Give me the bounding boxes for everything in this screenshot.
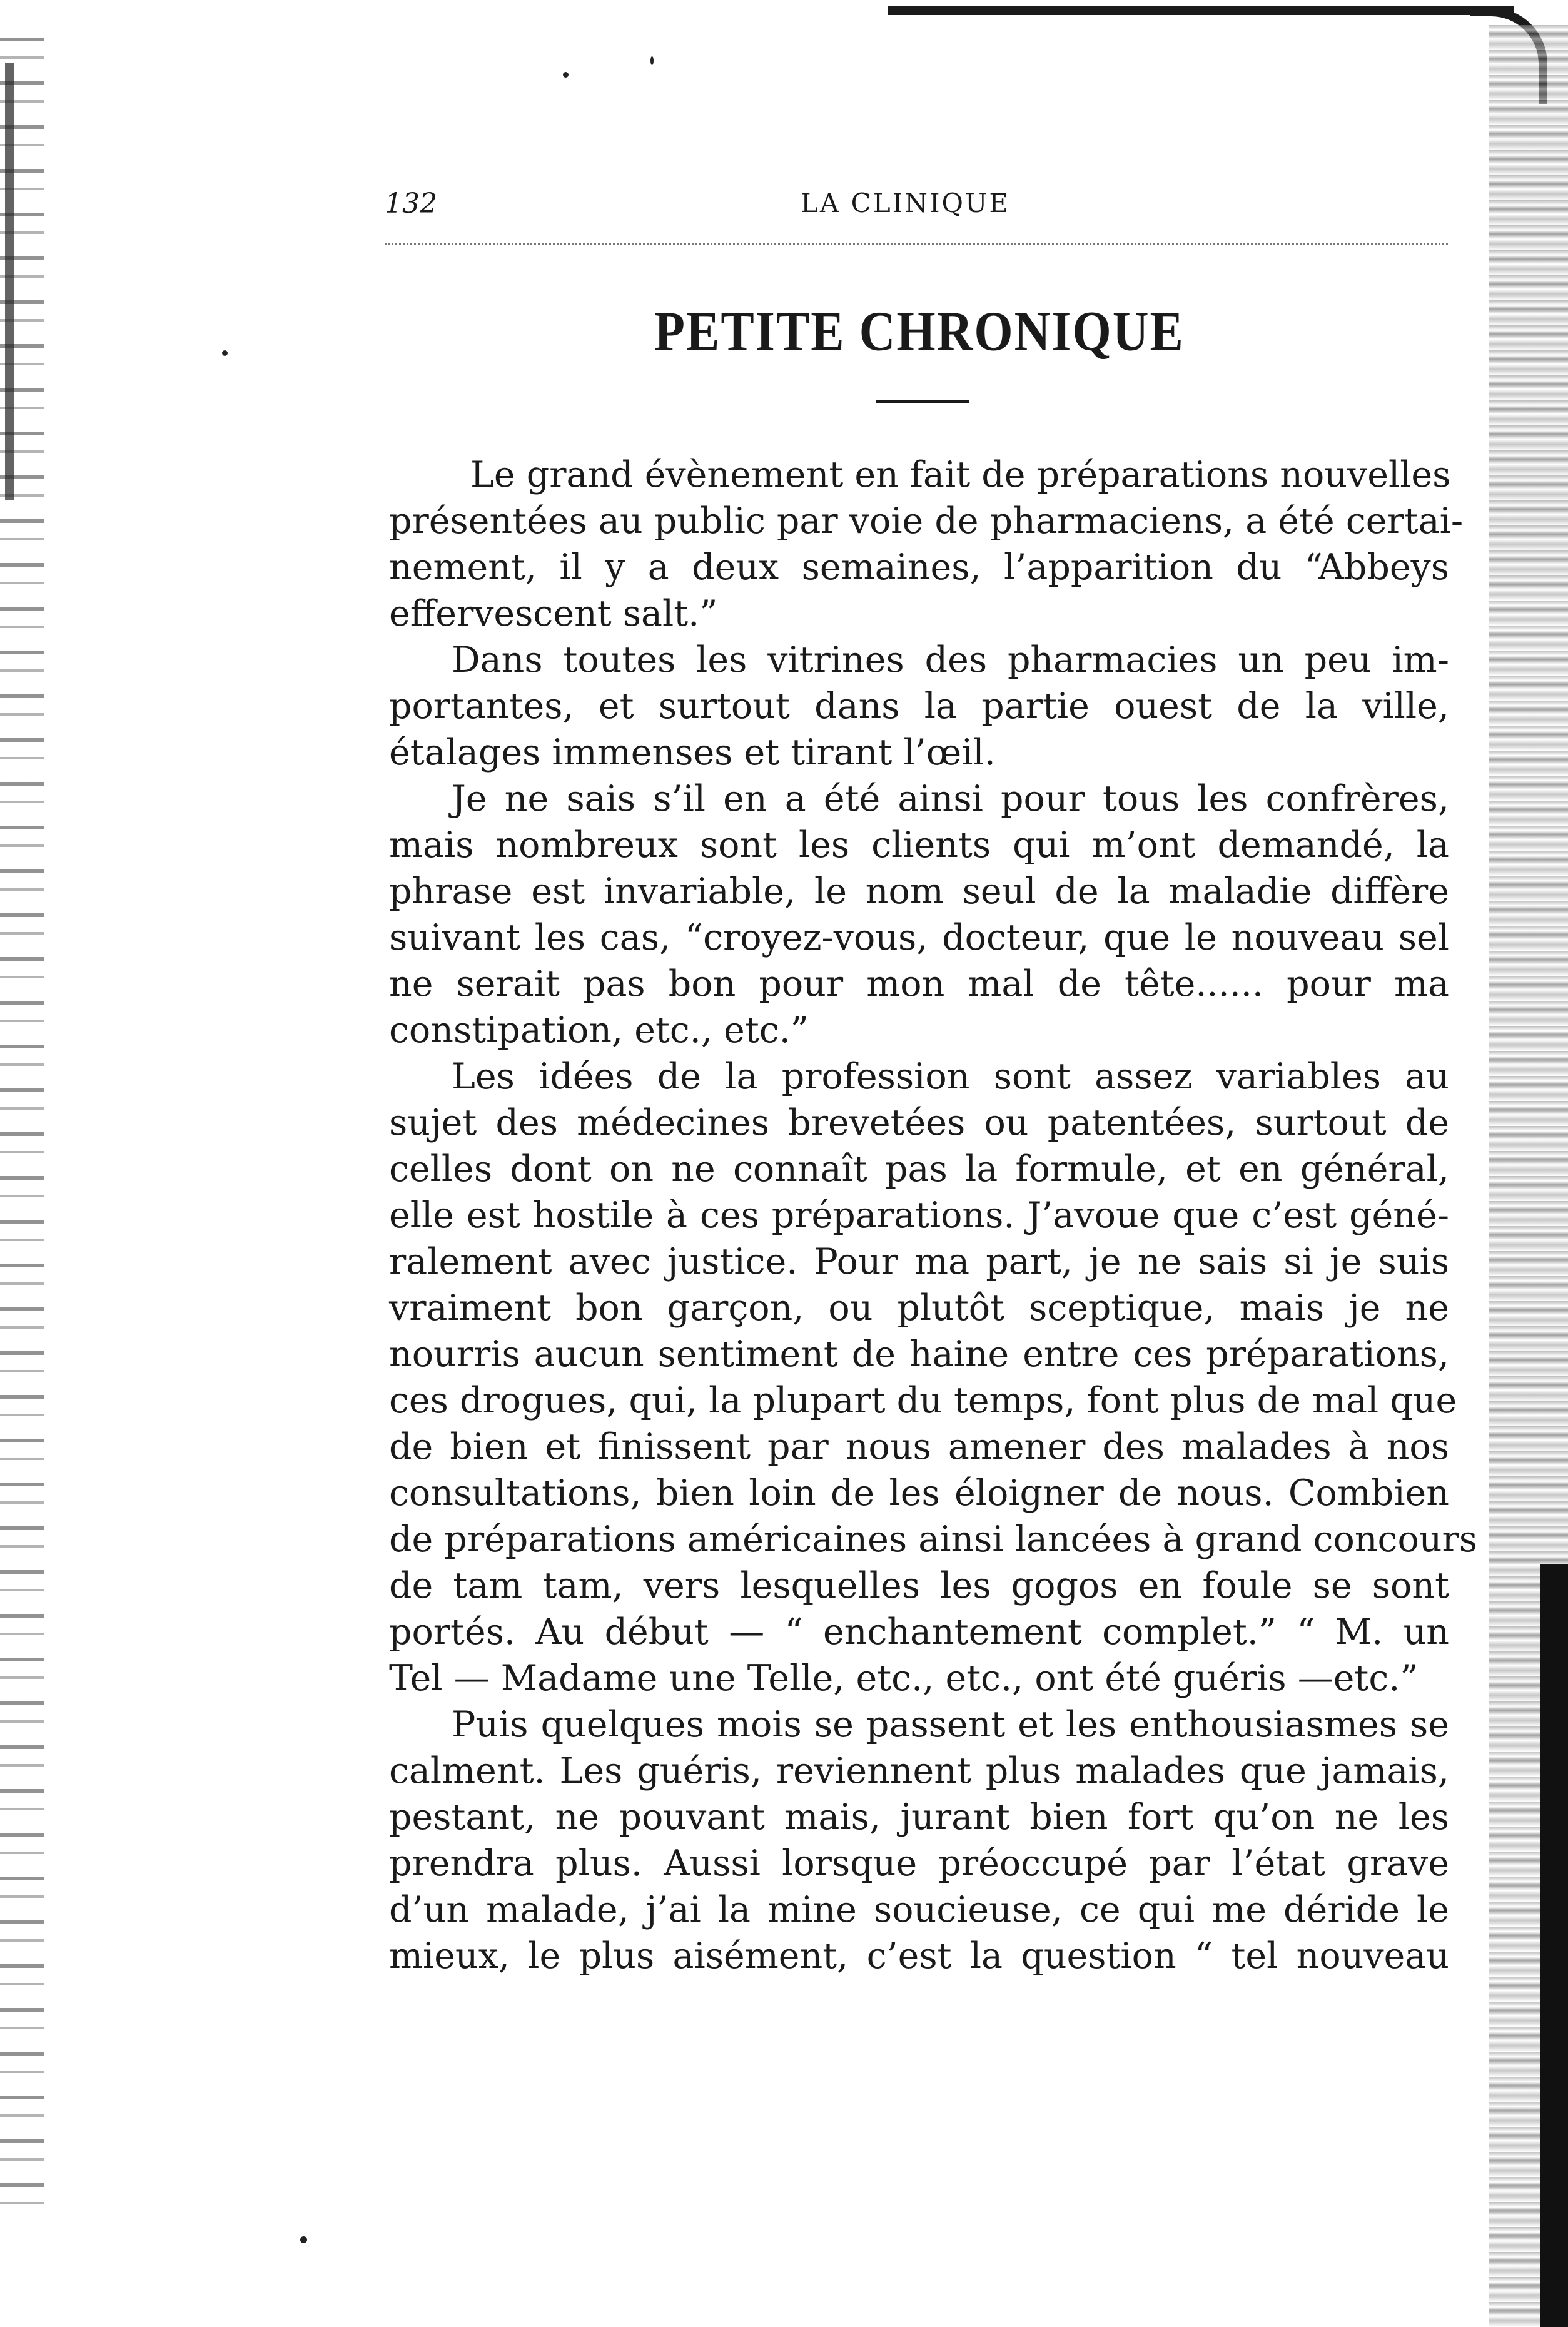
text-line: phrase est invariable, le nom seul de la maladie diffère xyxy=(389,871,1449,912)
text-line: effervescent salt.” xyxy=(389,593,718,634)
text-line: Tel — Madame une Telle, etc., etc., ont été guéris —etc.” xyxy=(389,1658,1419,1699)
text-line: mais nombreux sont les clients qui m’ont demandé, la xyxy=(389,824,1449,866)
text-line: prendra plus. Aussi lorsque préoccupé par l’état grave xyxy=(389,1843,1449,1884)
text-line: nourris aucun sentiment de haine entre ces préparations, xyxy=(389,1334,1449,1375)
header-rule xyxy=(385,243,1448,245)
text-line: d’un malade, j’ai la mine soucieuse, ce qui me déride le xyxy=(389,1889,1449,1930)
text-line: calment. Les guéris, reviennent plus malades que jamais, xyxy=(389,1750,1449,1792)
article-body xyxy=(389,452,1477,1979)
running-head: LA CLINIQUE xyxy=(801,188,1011,218)
ink-speck xyxy=(222,350,228,356)
text-line: ralement avec justice. Pour ma part, je ne sais si je suis xyxy=(389,1241,1449,1282)
scan-left-binding xyxy=(5,63,14,500)
text-line: sujet des médecines brevetées ou patentées, surtout de xyxy=(389,1102,1449,1143)
text-line: de tam tam, vers lesquelles les gogos en foule se sont xyxy=(389,1565,1449,1606)
page-title: PETITE CHRONIQUE xyxy=(654,301,1185,363)
ink-speck xyxy=(650,56,654,65)
text-line: mieux, le plus aisément, c’est la question “ tel nouveau xyxy=(389,1935,1449,1977)
text-line: ne serait pas bon pour mon mal de tête...... pour ma xyxy=(389,963,1449,1005)
scan-top-edge xyxy=(888,6,1514,15)
text-line: de préparations américaines ainsi lancées à grand concours xyxy=(389,1519,1477,1560)
page-number: 132 xyxy=(385,188,437,220)
text-line: étalages immenses et tirant l’œil. xyxy=(389,732,996,773)
text-line: Dans toutes les vitrines des pharmacies un peu im- xyxy=(452,639,1449,681)
text-line: ces drogues, qui, la plupart du temps, font plus de mal que xyxy=(389,1380,1457,1421)
page-header xyxy=(385,188,1454,225)
text-line: celles dont on ne connaît pas la formule, et en général, xyxy=(389,1148,1449,1190)
text-line: vraiment bon garçon, ou plutôt sceptique, mais je ne xyxy=(389,1287,1449,1329)
text-line: constipation, etc., etc.” xyxy=(389,1010,809,1051)
ink-speck xyxy=(300,2236,307,2243)
text-line: portés. Au début — “ enchantement complet.” “ M. un xyxy=(389,1611,1449,1653)
scan-right-shadow xyxy=(1540,1564,1568,2327)
text-line: de bien et finissent par nous amener des malades à nos xyxy=(389,1426,1449,1468)
text-line: consultations, bien loin de les éloigner de nous. Combien xyxy=(389,1473,1449,1514)
text-line: Les idées de la profession sont assez variables au xyxy=(452,1056,1449,1097)
title-rule xyxy=(876,400,969,403)
text-line: nement, il y a deux semaines, l’apparition du “Abbeys xyxy=(389,547,1449,588)
text-line: pestant, ne pouvant mais, jurant bien fort qu’on ne les xyxy=(389,1797,1449,1838)
text-line: Je ne sais s’il en a été ainsi pour tous les confrères, xyxy=(452,778,1449,819)
text-line: présentées au public par voie de pharmaciens, a été certai- xyxy=(389,500,1464,542)
text-line: portantes, et surtout dans la partie ouest de la ville, xyxy=(389,686,1449,727)
text-line: elle est hostile à ces préparations. J’avoue que c’est géné- xyxy=(389,1195,1449,1236)
text-line: Le grand évènement en fait de préparations nouvelles xyxy=(470,454,1451,495)
text-line: Puis quelques mois se passent et les enthousiasmes se xyxy=(452,1704,1449,1745)
text-line: suivant les cas, “croyez-vous, docteur, que le nouveau sel xyxy=(389,917,1449,958)
ink-speck xyxy=(563,72,569,78)
